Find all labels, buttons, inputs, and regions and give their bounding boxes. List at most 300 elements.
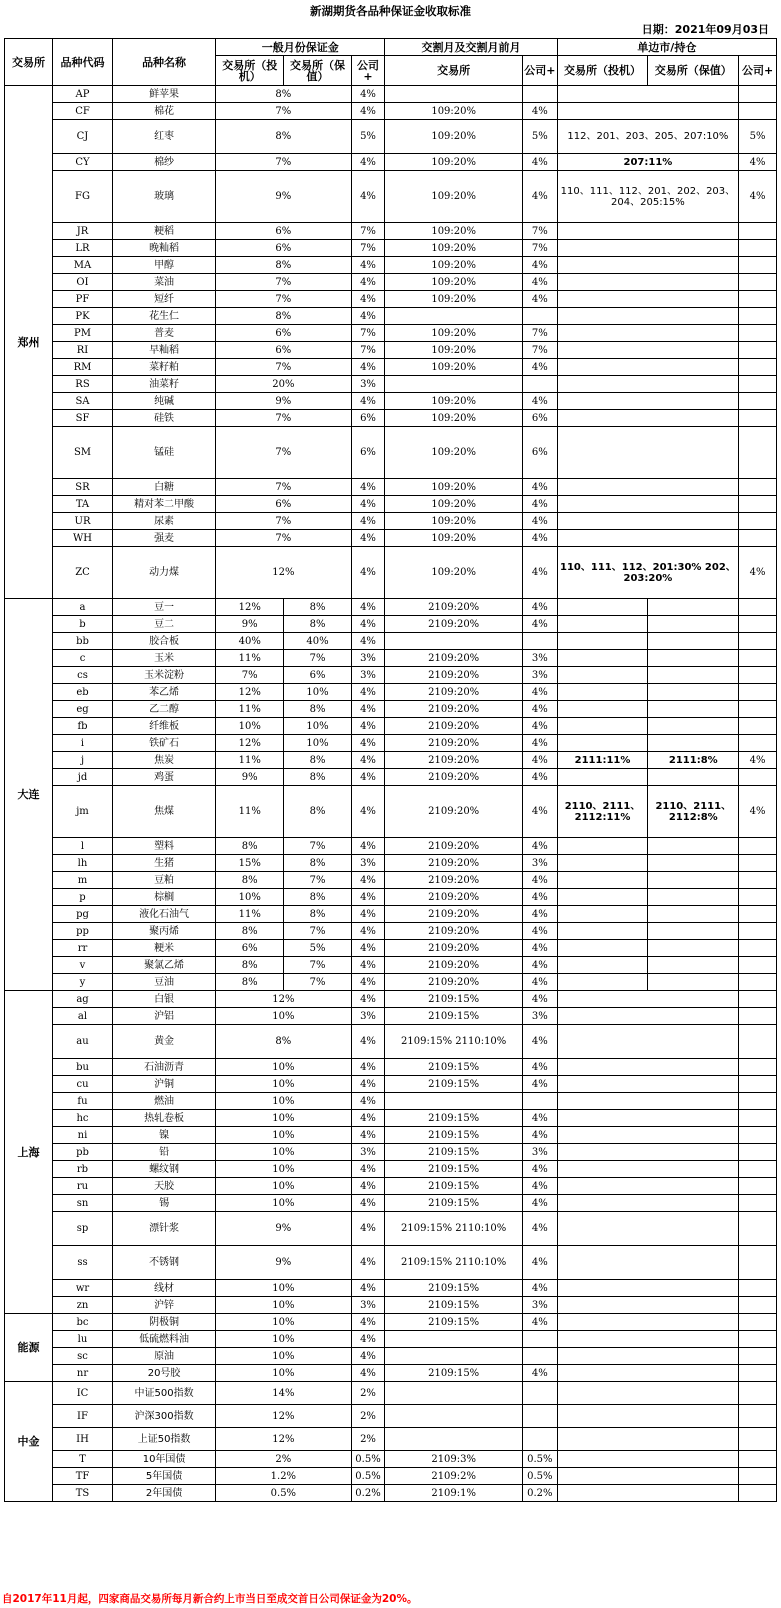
general-company-add: 4% [351,274,385,291]
unilateral-hedge [648,923,739,940]
table-row [5,1382,777,1405]
product-name: 乙二醇 [113,701,216,718]
table-row [5,291,777,308]
unilateral-margin [557,1195,739,1212]
general-margin-spec: 10% [216,889,284,906]
delivery-company-add: 4% [523,154,558,171]
product-code: rr [52,940,112,957]
general-margin: 10% [216,1076,352,1093]
product-name: 胶合板 [113,633,216,650]
product-code: lu [52,1331,112,1348]
unilateral-margin [557,325,739,342]
general-margin-hedge: 7% [284,650,351,667]
general-margin-hedge: 6% [284,667,351,684]
delivery-margin: 2109:20% [385,940,523,957]
delivery-margin: 2109:15% [385,1076,523,1093]
product-name: 2年国债 [113,1485,216,1502]
delivery-margin: 2109:20% [385,786,523,838]
unilateral-company-add [739,701,777,718]
unilateral-company-add: 4% [739,171,777,223]
unilateral-margin [557,1093,739,1110]
unilateral-company-add [739,1161,777,1178]
product-code: IF [52,1405,112,1428]
unilateral-company-add [739,923,777,940]
general-company-add: 4% [351,752,385,769]
unilateral-margin [557,1246,739,1280]
general-company-add: 3% [351,650,385,667]
general-margin-hedge: 8% [284,752,351,769]
product-name: 铁矿石 [113,735,216,752]
unilateral-hedge [648,633,739,650]
delivery-margin: 109:20% [385,479,523,496]
delivery-company-add [523,1428,558,1451]
general-margin: 8% [216,1025,352,1059]
product-name: 棉花 [113,103,216,120]
delivery-company-add: 4% [523,1212,558,1246]
general-margin-spec: 8% [216,838,284,855]
unilateral-company-add [739,616,777,633]
delivery-company-add [523,1331,558,1348]
product-name: 粳稻 [113,223,216,240]
general-company-add: 4% [351,1280,385,1297]
product-name: 鸡蛋 [113,769,216,786]
product-name: 硅铁 [113,410,216,427]
general-company-add: 7% [351,342,385,359]
general-margin: 7% [216,479,352,496]
product-code: AP [52,86,112,103]
unilateral-company-add [739,1127,777,1144]
general-margin-hedge: 8% [284,769,351,786]
header-company: 公司+ [351,56,385,86]
delivery-margin: 2109:15% 2110:10% [385,1212,523,1246]
unilateral-hedge [648,872,739,889]
product-code: TS [52,1485,112,1502]
general-margin: 10% [216,1297,352,1314]
general-margin: 7% [216,427,352,479]
product-code: j [52,752,112,769]
product-code: PM [52,325,112,342]
product-name: 棉纱 [113,154,216,171]
general-company-add: 4% [351,599,385,616]
general-company-add: 3% [351,1297,385,1314]
delivery-margin: 2109:15% [385,1280,523,1297]
general-company-add: 4% [351,889,385,906]
general-margin-spec: 8% [216,974,284,991]
unilateral-spec [557,889,648,906]
product-name: 5年国债 [113,1468,216,1485]
product-name: 白银 [113,991,216,1008]
delivery-company-add: 4% [523,393,558,410]
unilateral-margin [557,1451,739,1468]
unilateral-company-add [739,1485,777,1502]
delivery-margin: 2109:15% [385,1059,523,1076]
unilateral-company-add [739,735,777,752]
general-margin-hedge: 7% [284,838,351,855]
product-code: TA [52,496,112,513]
table-row [5,1059,777,1076]
general-company-add: 4% [351,940,385,957]
general-margin: 10% [216,1195,352,1212]
general-company-add: 4% [351,1110,385,1127]
delivery-company-add: 7% [523,342,558,359]
delivery-company-add: 3% [523,855,558,872]
unilateral-margin [557,1059,739,1076]
product-code: eg [52,701,112,718]
table-row [5,240,777,257]
product-name: 焦炭 [113,752,216,769]
unilateral-margin [557,274,739,291]
general-margin-spec: 11% [216,906,284,923]
general-margin-hedge: 8% [284,855,351,872]
exchange-group-label: 大连 [5,599,53,991]
delivery-margin: 2109:15% [385,1314,523,1331]
product-code: JR [52,223,112,240]
product-code: al [52,1008,112,1025]
unilateral-spec [557,940,648,957]
table-row [5,393,777,410]
general-margin: 7% [216,291,352,308]
general-margin: 7% [216,530,352,547]
product-name: 纯碱 [113,393,216,410]
product-code: i [52,735,112,752]
unilateral-company-add [739,1178,777,1195]
delivery-company-add [523,1405,558,1428]
unilateral-company-add [739,650,777,667]
general-company-add: 4% [351,547,385,599]
general-company-add: 4% [351,957,385,974]
delivery-company-add [523,1348,558,1365]
product-name: 玻璃 [113,171,216,223]
unilateral-spec [557,667,648,684]
general-company-add: 7% [351,240,385,257]
general-margin: 6% [216,325,352,342]
delivery-margin: 109:20% [385,120,523,154]
unilateral-company-add [739,1008,777,1025]
unilateral-spec [557,855,648,872]
delivery-margin [385,86,523,103]
unilateral-company-add [739,257,777,274]
product-code: CF [52,103,112,120]
unilateral-hedge [648,974,739,991]
delivery-margin [385,308,523,325]
general-company-add: 4% [351,86,385,103]
delivery-company-add: 4% [523,718,558,735]
unilateral-margin [557,427,739,479]
product-name: 螺纹钢 [113,1161,216,1178]
product-name: 动力煤 [113,547,216,599]
table-row [5,599,777,616]
unilateral-hedge [648,769,739,786]
delivery-company-add: 0.5% [523,1468,558,1485]
product-code: LR [52,240,112,257]
table-row [5,513,777,530]
delivery-company-add: 7% [523,223,558,240]
delivery-company-add: 4% [523,257,558,274]
delivery-margin: 2109:15% [385,1110,523,1127]
unilateral-spec [557,633,648,650]
product-code: sp [52,1212,112,1246]
product-name: 白糖 [113,479,216,496]
unilateral-hedge [648,957,739,974]
unilateral-company-add [739,410,777,427]
product-code: cs [52,667,112,684]
unilateral-company-add [739,1144,777,1161]
general-margin: 7% [216,359,352,376]
table-row [5,1127,777,1144]
general-margin: 10% [216,1110,352,1127]
unilateral-margin [557,1076,739,1093]
general-margin-spec: 11% [216,701,284,718]
product-name: 镍 [113,1127,216,1144]
unilateral-margin [557,359,739,376]
margin-table-body [5,86,777,1502]
table-row [5,410,777,427]
table-row [5,1093,777,1110]
delivery-company-add: 4% [523,1314,558,1331]
general-margin-spec: 15% [216,855,284,872]
general-company-add: 3% [351,1144,385,1161]
product-name: 低硫燃料油 [113,1331,216,1348]
delivery-company-add: 4% [523,701,558,718]
delivery-company-add: 4% [523,496,558,513]
unilateral-company-add [739,1405,777,1428]
general-margin: 10% [216,1127,352,1144]
unilateral-company-add [739,427,777,479]
product-code: SR [52,479,112,496]
general-margin: 10% [216,1280,352,1297]
exchange-group-label: 中金 [5,1382,53,1502]
product-code: CY [52,154,112,171]
unilateral-company-add [739,872,777,889]
product-name: 塑料 [113,838,216,855]
general-margin: 8% [216,308,352,325]
unilateral-company-add [739,1382,777,1405]
product-name: 玉米 [113,650,216,667]
unilateral-spec [557,872,648,889]
product-name: 不锈钢 [113,1246,216,1280]
unilateral-hedge [648,599,739,616]
header-unilateral-hedge: 交易所（保值） [648,56,739,86]
unilateral-margin [557,1178,739,1195]
delivery-company-add: 4% [523,872,558,889]
table-row [5,530,777,547]
product-name: 粳米 [113,940,216,957]
delivery-company-add: 7% [523,325,558,342]
general-company-add: 4% [351,769,385,786]
unilateral-margin [557,1348,739,1365]
delivery-margin: 2109:2% [385,1468,523,1485]
unilateral-spec [557,701,648,718]
general-company-add: 4% [351,308,385,325]
table-row [5,223,777,240]
general-margin: 10% [216,1365,352,1382]
table-row [5,1331,777,1348]
delivery-margin: 2109:20% [385,872,523,889]
general-margin-spec: 9% [216,616,284,633]
delivery-company-add: 4% [523,513,558,530]
unilateral-spec [557,684,648,701]
table-row [5,940,777,957]
general-margin-spec: 9% [216,769,284,786]
product-code: fb [52,718,112,735]
unilateral-company-add: 4% [739,547,777,599]
general-margin: 6% [216,240,352,257]
general-margin-hedge: 8% [284,599,351,616]
product-code: hc [52,1110,112,1127]
unilateral-company-add [739,855,777,872]
general-company-add: 2% [351,1428,385,1451]
general-company-add: 4% [351,1127,385,1144]
unilateral-margin [557,1212,739,1246]
unilateral-margin [557,223,739,240]
delivery-company-add: 3% [523,1144,558,1161]
general-margin: 10% [216,1161,352,1178]
product-code: fu [52,1093,112,1110]
delivery-company-add: 4% [523,359,558,376]
general-margin-spec: 12% [216,684,284,701]
general-company-add: 4% [351,496,385,513]
unilateral-company-add [739,308,777,325]
unilateral-margin [557,1314,739,1331]
delivery-margin: 109:20% [385,171,523,223]
general-company-add: 4% [351,513,385,530]
unilateral-company-add [739,274,777,291]
table-row [5,1485,777,1502]
general-company-add: 4% [351,735,385,752]
delivery-company-add: 4% [523,274,558,291]
delivery-company-add: 4% [523,616,558,633]
general-company-add: 4% [351,1246,385,1280]
delivery-margin: 2109:20% [385,855,523,872]
delivery-company-add: 7% [523,240,558,257]
delivery-margin: 2109:15% [385,1178,523,1195]
general-company-add: 4% [351,701,385,718]
unilateral-margin [557,1485,739,1502]
delivery-company-add: 4% [523,786,558,838]
general-margin-spec: 8% [216,872,284,889]
unilateral-hedge: 2110、2111、2112:8% [648,786,739,838]
general-company-add: 4% [351,991,385,1008]
product-name: 精对苯二甲酸 [113,496,216,513]
product-name: 生猪 [113,855,216,872]
general-company-add: 4% [351,1314,385,1331]
table-row [5,1076,777,1093]
delivery-company-add: 3% [523,1297,558,1314]
delivery-margin: 2109:20% [385,718,523,735]
product-code: jd [52,769,112,786]
product-name: 菜油 [113,274,216,291]
general-company-add: 0.5% [351,1451,385,1468]
table-row [5,1195,777,1212]
product-code: ss [52,1246,112,1280]
general-company-add: 6% [351,410,385,427]
table-row [5,120,777,154]
general-company-add: 4% [351,171,385,223]
unilateral-company-add [739,633,777,650]
table-row [5,872,777,889]
product-code: ZC [52,547,112,599]
product-code: RM [52,359,112,376]
product-name: 尿素 [113,513,216,530]
unilateral-hedge [648,718,739,735]
delivery-company-add: 4% [523,1161,558,1178]
product-code: b [52,616,112,633]
delivery-company-add [523,633,558,650]
unilateral-company-add [739,496,777,513]
product-name: 线材 [113,1280,216,1297]
product-name: 原油 [113,1348,216,1365]
general-margin: 6% [216,496,352,513]
general-company-add: 4% [351,906,385,923]
product-name: 红枣 [113,120,216,154]
delivery-margin: 2109:15% [385,1297,523,1314]
product-code: nr [52,1365,112,1382]
product-name: 黄金 [113,1025,216,1059]
delivery-margin: 2109:20% [385,838,523,855]
product-code: UR [52,513,112,530]
table-row [5,359,777,376]
product-code: y [52,974,112,991]
product-name: 20号胶 [113,1365,216,1382]
product-code: pg [52,906,112,923]
general-company-add: 4% [351,1025,385,1059]
product-code: eb [52,684,112,701]
product-name: 10年国债 [113,1451,216,1468]
delivery-margin: 109:20% [385,240,523,257]
product-code: sc [52,1348,112,1365]
unilateral-margin [557,393,739,410]
unilateral-spec [557,906,648,923]
product-name: 豆粕 [113,872,216,889]
unilateral-company-add [739,667,777,684]
general-margin: 8% [216,257,352,274]
table-row [5,1348,777,1365]
product-code: jm [52,786,112,838]
delivery-margin: 109:20% [385,547,523,599]
table-row [5,325,777,342]
general-company-add: 7% [351,223,385,240]
unilateral-company-add [739,530,777,547]
table-row [5,1178,777,1195]
product-name: 豆油 [113,974,216,991]
delivery-company-add: 4% [523,1246,558,1280]
general-margin: 9% [216,1246,352,1280]
page-title: 新湖期货各品种保证金收取标准 [310,4,471,18]
delivery-company-add: 4% [523,1195,558,1212]
delivery-company-add: 4% [523,684,558,701]
general-company-add: 4% [351,923,385,940]
unilateral-company-add [739,342,777,359]
delivery-company-add: 4% [523,889,558,906]
delivery-company-add: 4% [523,1127,558,1144]
general-company-add: 4% [351,359,385,376]
product-code: SF [52,410,112,427]
header-ex-spec: 交易所（投机） [216,56,284,86]
delivery-margin: 2109:20% [385,599,523,616]
table-row [5,957,777,974]
general-margin-hedge: 8% [284,616,351,633]
table-row [5,889,777,906]
general-margin: 2% [216,1451,352,1468]
delivery-company-add: 4% [523,1178,558,1195]
unilateral-margin [557,1382,739,1405]
unilateral-company-add [739,325,777,342]
table-row [5,547,777,599]
unilateral-margin [557,496,739,513]
unilateral-company-add [739,1314,777,1331]
general-company-add: 4% [351,1076,385,1093]
product-name: 早籼稻 [113,342,216,359]
